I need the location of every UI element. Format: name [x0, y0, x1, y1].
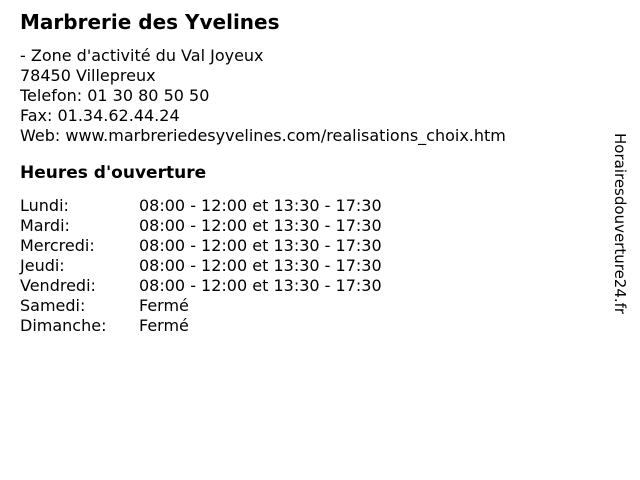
day-label: Vendredi: — [20, 276, 96, 295]
hours-row-wednesday — [20, 236, 600, 256]
page-content — [20, 10, 600, 336]
opening-hours-heading: Heures d'ouverture — [20, 163, 207, 183]
day-times: 08:00 - 12:00 et 13:30 - 17:30 — [139, 276, 382, 295]
hours-row-thursday — [20, 256, 600, 276]
hours-row-friday — [20, 276, 600, 296]
day-label: Dimanche: — [20, 316, 107, 335]
hours-row-tuesday — [20, 216, 600, 236]
day-times: 08:00 - 12:00 et 13:30 - 17:30 — [139, 196, 382, 215]
day-label: Mercredi: — [20, 236, 95, 255]
hours-row-sunday — [20, 316, 600, 336]
day-label: Mardi: — [20, 216, 70, 235]
city-line: 78450 Villepreux — [20, 66, 156, 85]
hours-row-saturday — [20, 296, 600, 316]
website-line: Web: www.marbreriedesyvelines.com/realisations_choix.htm — [20, 126, 506, 145]
hours-row-monday — [20, 196, 600, 216]
site-watermark: Horairesdouverture24.fr — [611, 133, 629, 315]
day-label: Samedi: — [20, 296, 86, 315]
fax-line: Fax: 01.34.62.44.24 — [20, 106, 180, 125]
day-label: Jeudi: — [20, 256, 65, 275]
contact-block — [20, 46, 600, 146]
phone-line: Telefon: 01 30 80 50 50 — [20, 86, 210, 105]
opening-hours-table — [20, 196, 600, 336]
business-title: Marbrerie des Yvelines — [20, 10, 280, 34]
address-line: - Zone d'activité du Val Joyeux — [20, 46, 264, 65]
day-label: Lundi: — [20, 196, 69, 215]
day-times: 08:00 - 12:00 et 13:30 - 17:30 — [139, 236, 382, 255]
day-times: 08:00 - 12:00 et 13:30 - 17:30 — [139, 256, 382, 275]
day-times: Fermé — [139, 316, 189, 335]
day-times: Fermé — [139, 296, 189, 315]
day-times: 08:00 - 12:00 et 13:30 - 17:30 — [139, 216, 382, 235]
